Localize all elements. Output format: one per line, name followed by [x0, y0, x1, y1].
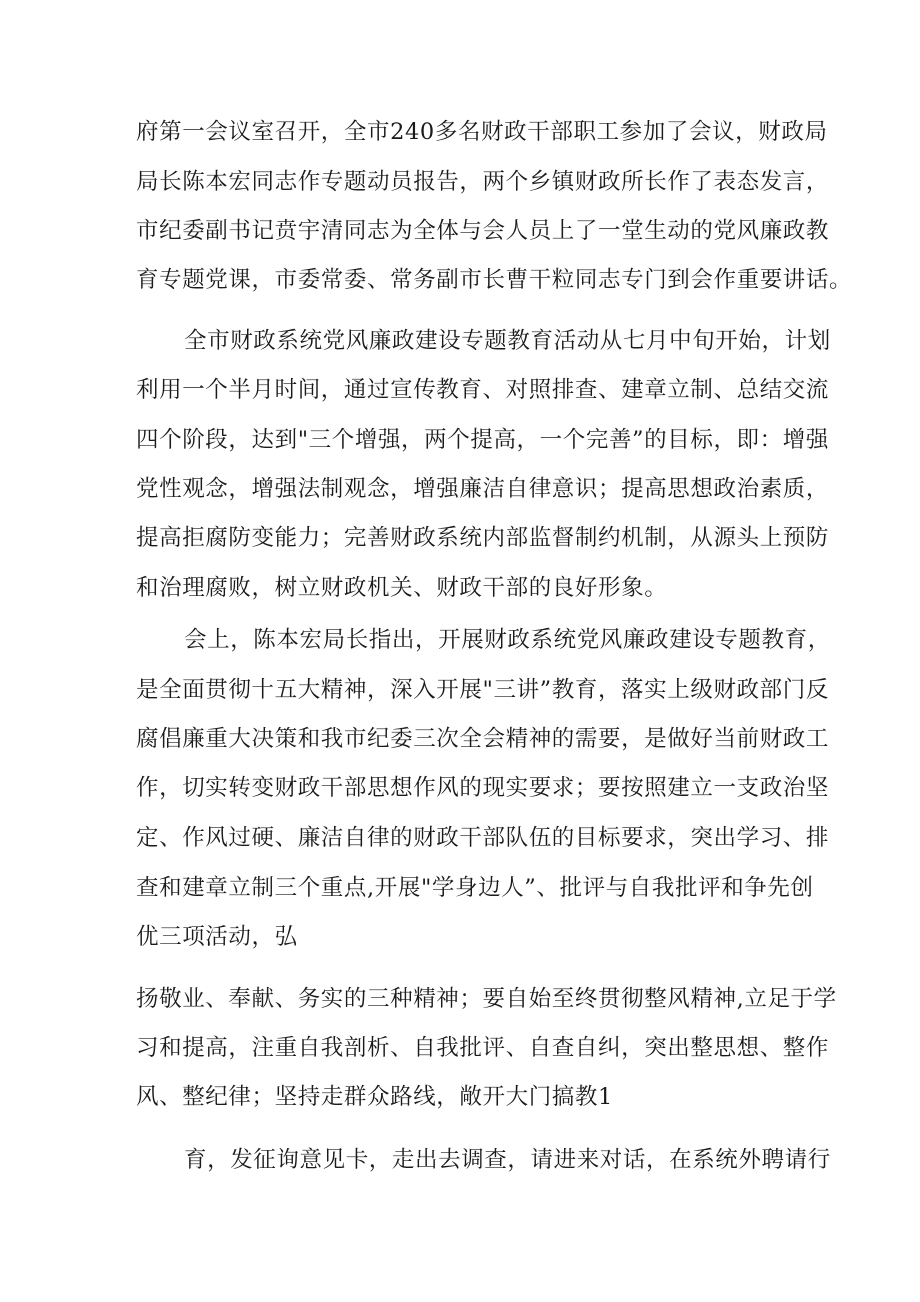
text-line: 党性观念，增强法制观念，增强廉洁自律意识；提高思想政治素质， — [136, 476, 830, 502]
text-line: 习和提高，注重自我剖析、自我批评、自查自纠，突出整思想、整作 — [136, 1035, 830, 1061]
text-line: 四个阶段，达到"三个增强，两个提高，一个完善”的目标，即：增强 — [136, 427, 829, 453]
text-line: 优三项活动，弘 — [136, 924, 298, 950]
text-line: 局长陈本宏同志作专题动员报告，两个乡镇财政所长作了表态发言， — [136, 169, 830, 195]
text-line: 查和建章立制三个重点,开展"学身边人”、批评与自我批评和争先创 — [136, 875, 814, 901]
text-line: 扬敬业、奉献、务实的三种精神；要自始至终贯彻整风精神,立足于学 — [136, 986, 837, 1012]
paragraph-first-line: 会上，陈本宏局长指出，开展财政系统党风廉政建设专题教育， — [184, 627, 831, 653]
text-line: 育专题党课，市委常委、常务副市长曹干粒同志专门到会作重要讲话。 — [136, 267, 853, 293]
paragraph-first-line: 育，发征询意见卡，走出去调查，请进来对话，在系统外聘请行 — [184, 1147, 831, 1173]
text-line: 是全面贯彻十五大精神，深入开展"三讲”教育，落实上级财政部门反 — [136, 677, 829, 703]
text-line: 定、作风过硬、廉洁自律的财政干部队伍的目标要求，突出学习、排 — [136, 825, 830, 851]
text-line: 利用一个半月时间，通过宣传教育、对照排查、建章立制、总结交流 — [136, 377, 830, 403]
paragraph-first-line: 全市财政系统党风廉政建设专题教育活动从七月中旬开始，计划 — [184, 328, 831, 354]
text-line: 府第一会议室召开，全市240多名财政干部职工参加了会议，财政局 — [136, 119, 828, 145]
text-line: 提高拒腐防变能力；完善财政系统内部监督制约机制，从源头上预防 — [136, 525, 830, 551]
text-line: 风、整纪律；坚持走群众路线，敞开大门搞教1 — [136, 1084, 613, 1110]
text-line: 市纪委副书记贲宇清同志为全体与会人员上了一堂生动的党风廉政教 — [136, 218, 830, 244]
text-line: 和治理腐败，树立财政机关、财政干部的良好形象。 — [136, 575, 668, 601]
text-line: 作，切实转变财政干部思想作风的现实要求；要按照建立一支政治坚 — [136, 775, 830, 801]
text-line: 腐倡廉重大决策和我市纪委三次全会精神的需要，是做好当前财政工 — [136, 726, 830, 752]
